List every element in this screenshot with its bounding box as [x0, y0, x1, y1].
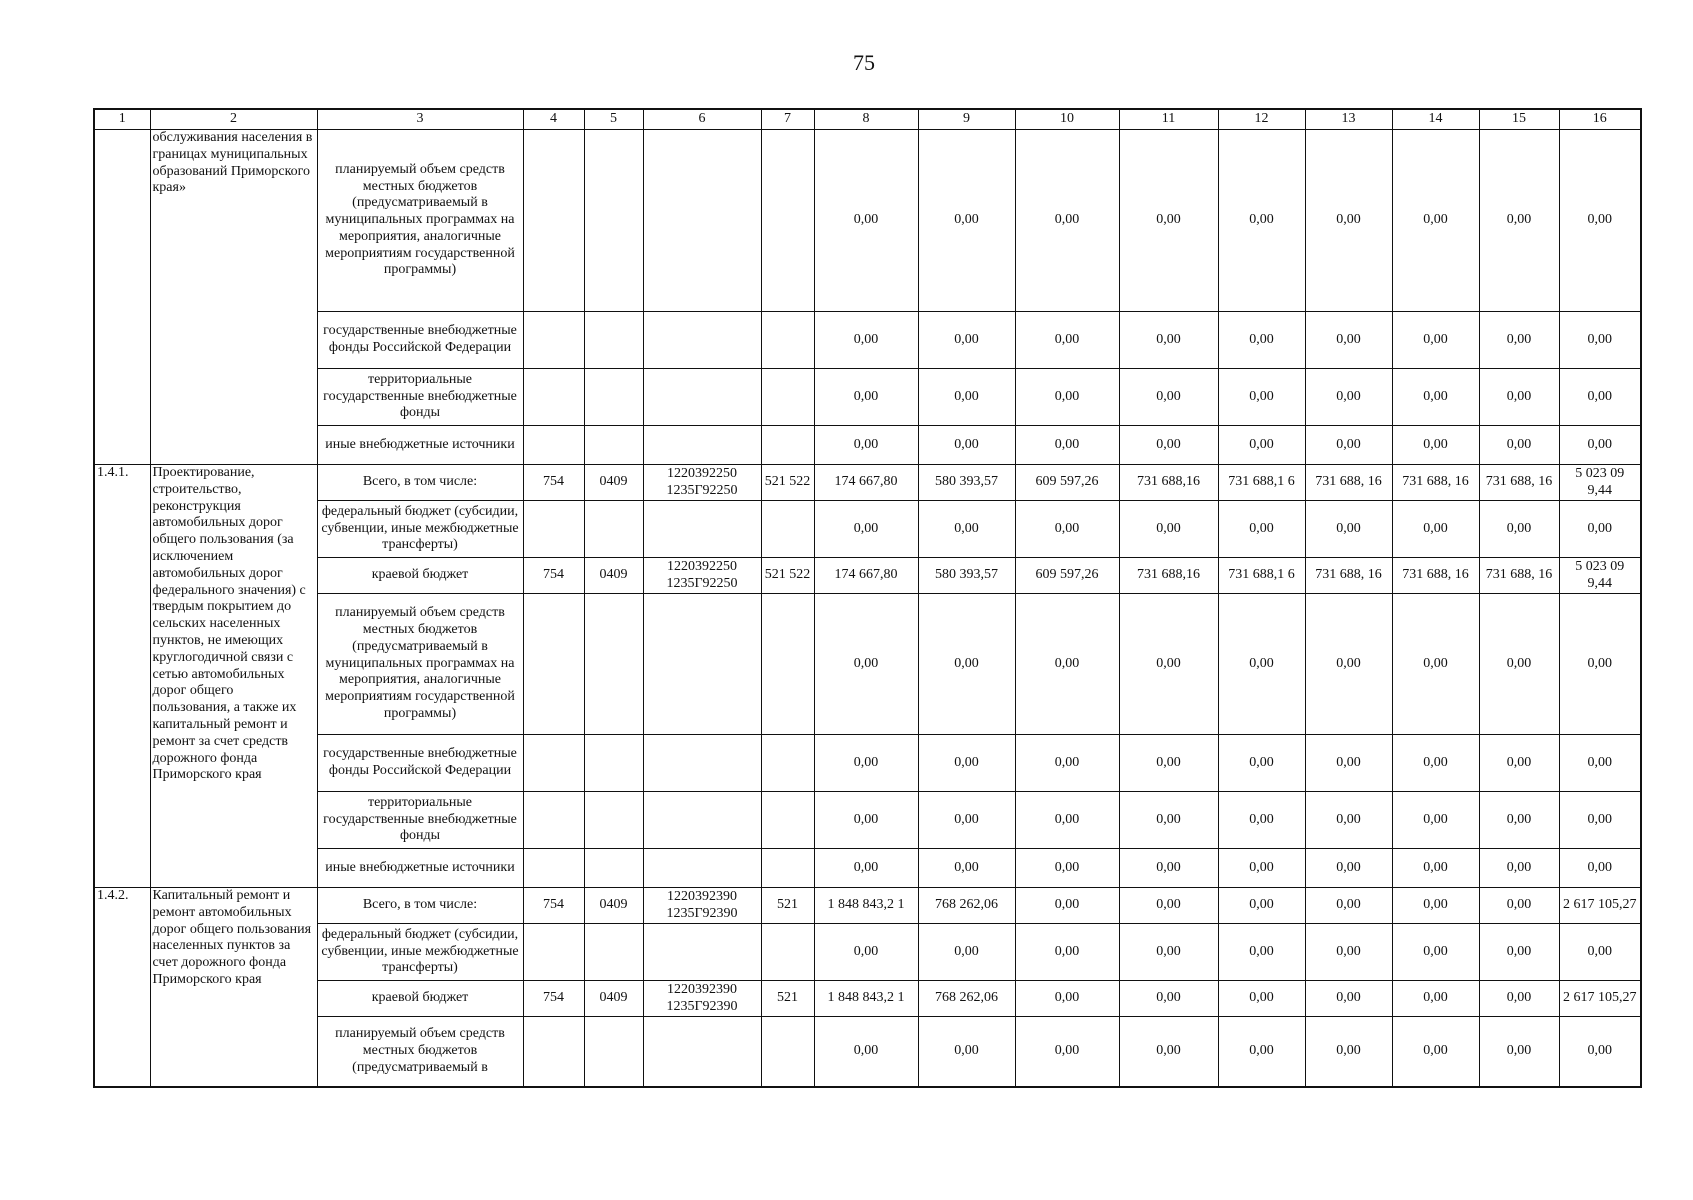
- value-cell-c10: 0,00: [1015, 924, 1119, 981]
- value-cell-c10: 0,00: [1015, 981, 1119, 1017]
- value-cell-c6: [643, 735, 761, 792]
- header-cell: 14: [1392, 109, 1479, 130]
- value-cell-c7: 521 522: [761, 465, 814, 501]
- value-cell-c6: [643, 1017, 761, 1087]
- value-cell-c9: 0,00: [918, 130, 1015, 312]
- value-cell-c16: 2 617 105,27: [1559, 888, 1641, 924]
- value-cell-c16: 0,00: [1559, 594, 1641, 735]
- value-cell-c14: 0,00: [1392, 369, 1479, 426]
- value-cell-c7: [761, 849, 814, 888]
- value-cell-c7: [761, 369, 814, 426]
- table-row: [94, 1017, 1641, 1087]
- value-cell-c12: 0,00: [1218, 594, 1305, 735]
- table-row: [94, 981, 1641, 1017]
- value-cell-c9: 0,00: [918, 369, 1015, 426]
- value-cell-c12: 0,00: [1218, 981, 1305, 1017]
- value-cell-c6: [643, 924, 761, 981]
- value-cell-c12: 0,00: [1218, 369, 1305, 426]
- funding-source-cell: планируемый объем средств местных бюджетов (предусматриваемый в: [317, 1017, 523, 1087]
- header-cell: 15: [1479, 109, 1559, 130]
- header-cell: 10: [1015, 109, 1119, 130]
- item-name: Капитальный ремонт и ремонт автомобильных дорог общего пользования населенных пунктов за счет дорожного фонда Приморского края: [150, 888, 317, 1087]
- value-cell-c11: 0,00: [1119, 792, 1218, 849]
- value-cell-c5: 0409: [584, 888, 643, 924]
- value-cell-c10: 609 597,26: [1015, 558, 1119, 594]
- value-cell-c14: 0,00: [1392, 735, 1479, 792]
- value-cell-c15: 0,00: [1479, 501, 1559, 558]
- header-cell: 1: [94, 109, 150, 130]
- value-cell-c5: [584, 130, 643, 312]
- value-cell-c11: 0,00: [1119, 130, 1218, 312]
- header-cell: 13: [1305, 109, 1392, 130]
- value-cell-c8: 0,00: [814, 735, 918, 792]
- value-cell-c13: 0,00: [1305, 1017, 1392, 1087]
- value-cell-c16: 5 023 09 9,44: [1559, 558, 1641, 594]
- value-cell-c13: 0,00: [1305, 312, 1392, 369]
- value-cell-c16: 0,00: [1559, 130, 1641, 312]
- value-cell-c14: 0,00: [1392, 981, 1479, 1017]
- value-cell-c4: 754: [523, 888, 584, 924]
- value-cell-c12: 0,00: [1218, 735, 1305, 792]
- value-cell-c10: 0,00: [1015, 888, 1119, 924]
- value-cell-c15: 731 688, 16: [1479, 465, 1559, 501]
- funding-source-cell: иные внебюджетные источники: [317, 849, 523, 888]
- value-cell-c14: 0,00: [1392, 594, 1479, 735]
- value-cell-c15: 0,00: [1479, 426, 1559, 465]
- value-cell-c14: 0,00: [1392, 312, 1479, 369]
- funding-source-cell: федеральный бюджет (субсидии, субвенции, иные межбюджетные трансферты): [317, 924, 523, 981]
- value-cell-c5: [584, 792, 643, 849]
- value-cell-c11: 0,00: [1119, 849, 1218, 888]
- value-cell-c13: 0,00: [1305, 888, 1392, 924]
- value-cell-c15: 0,00: [1479, 888, 1559, 924]
- value-cell-c16: 0,00: [1559, 735, 1641, 792]
- value-cell-c8: 174 667,80: [814, 465, 918, 501]
- value-cell-c4: [523, 735, 584, 792]
- value-cell-c10: 0,00: [1015, 312, 1119, 369]
- value-cell-c10: 0,00: [1015, 849, 1119, 888]
- value-cell-c14: 0,00: [1392, 1017, 1479, 1087]
- value-cell-c7: [761, 924, 814, 981]
- value-cell-c13: 731 688, 16: [1305, 465, 1392, 501]
- item-name: обслуживания населения в границах муниципальных образований Приморского края»: [150, 130, 317, 465]
- value-cell-c15: 0,00: [1479, 130, 1559, 312]
- value-cell-c5: [584, 924, 643, 981]
- value-cell-c12: 0,00: [1218, 501, 1305, 558]
- table-row: [94, 369, 1641, 426]
- funding-source-cell: планируемый объем средств местных бюджетов (предусматриваемый в муниципальных программах на мероприятия, аналогичные мероприятиям государственной программы): [317, 130, 523, 312]
- item-name: Проектирование, строительство, реконструкция автомобильных дорог общего пользования (за исключением автомобильных дорог федерального значения) с твердым покрытием до сельских населенных пунктов, не имеющих круглогодичной связи с сетью автомобильных дорог общего пользования, а также их капитальный ремонт и ремонт за счет средств дорожного фонда Приморского края: [150, 465, 317, 888]
- value-cell-c15: 0,00: [1479, 792, 1559, 849]
- value-cell-c7: [761, 594, 814, 735]
- header-cell: 6: [643, 109, 761, 130]
- value-cell-c11: 0,00: [1119, 369, 1218, 426]
- value-cell-c4: [523, 130, 584, 312]
- value-cell-c7: 521 522: [761, 558, 814, 594]
- value-cell-c12: 0,00: [1218, 312, 1305, 369]
- value-cell-c7: [761, 735, 814, 792]
- value-cell-c16: 0,00: [1559, 501, 1641, 558]
- value-cell-c10: 0,00: [1015, 426, 1119, 465]
- value-cell-c12: 0,00: [1218, 426, 1305, 465]
- value-cell-c7: [761, 426, 814, 465]
- value-cell-c5: [584, 735, 643, 792]
- value-cell-c13: 0,00: [1305, 501, 1392, 558]
- value-cell-c12: 0,00: [1218, 130, 1305, 312]
- value-cell-c10: 0,00: [1015, 369, 1119, 426]
- value-cell-c14: 731 688, 16: [1392, 558, 1479, 594]
- value-cell-c4: 754: [523, 465, 584, 501]
- header-cell: 7: [761, 109, 814, 130]
- value-cell-c9: 0,00: [918, 1017, 1015, 1087]
- value-cell-c8: 1 848 843,2 1: [814, 981, 918, 1017]
- table-row: [94, 501, 1641, 558]
- value-cell-c9: 0,00: [918, 849, 1015, 888]
- table-row: [94, 594, 1641, 735]
- value-cell-c9: 0,00: [918, 312, 1015, 369]
- funding-source-cell: иные внебюджетные источники: [317, 426, 523, 465]
- table-row: [94, 849, 1641, 888]
- value-cell-c13: 731 688, 16: [1305, 558, 1392, 594]
- value-cell-c8: 0,00: [814, 594, 918, 735]
- value-cell-c14: 0,00: [1392, 792, 1479, 849]
- value-cell-c8: 0,00: [814, 312, 918, 369]
- value-cell-c5: [584, 1017, 643, 1087]
- table-row: [94, 426, 1641, 465]
- value-cell-c15: 0,00: [1479, 312, 1559, 369]
- value-cell-c8: 1 848 843,2 1: [814, 888, 918, 924]
- value-cell-c4: 754: [523, 558, 584, 594]
- value-cell-c4: [523, 924, 584, 981]
- value-cell-c6: 1220392390 1235Г92390: [643, 981, 761, 1017]
- table-row: [94, 130, 1641, 312]
- value-cell-c6: [643, 130, 761, 312]
- funding-source-cell: государственные внебюджетные фонды Российской Федерации: [317, 312, 523, 369]
- value-cell-c4: [523, 1017, 584, 1087]
- table-row: [94, 792, 1641, 849]
- value-cell-c8: 0,00: [814, 924, 918, 981]
- value-cell-c11: 0,00: [1119, 312, 1218, 369]
- value-cell-c13: 0,00: [1305, 369, 1392, 426]
- value-cell-c11: 0,00: [1119, 924, 1218, 981]
- funding-source-cell: планируемый объем средств местных бюджетов (предусматриваемый в муниципальных программах на мероприятия, аналогичные мероприятиям государственной программы): [317, 594, 523, 735]
- value-cell-c8: 0,00: [814, 792, 918, 849]
- value-cell-c7: [761, 312, 814, 369]
- value-cell-c14: 0,00: [1392, 130, 1479, 312]
- table-row: [94, 558, 1641, 594]
- value-cell-c7: 521: [761, 888, 814, 924]
- value-cell-c15: 731 688, 16: [1479, 558, 1559, 594]
- value-cell-c15: 0,00: [1479, 594, 1559, 735]
- header-cell: 4: [523, 109, 584, 130]
- value-cell-c10: 0,00: [1015, 735, 1119, 792]
- value-cell-c14: 0,00: [1392, 501, 1479, 558]
- value-cell-c5: [584, 312, 643, 369]
- table-row: [94, 465, 1641, 501]
- value-cell-c5: [584, 369, 643, 426]
- value-cell-c11: 731 688,16: [1119, 558, 1218, 594]
- value-cell-c9: 0,00: [918, 792, 1015, 849]
- value-cell-c9: 580 393,57: [918, 558, 1015, 594]
- value-cell-c5: [584, 849, 643, 888]
- value-cell-c9: 0,00: [918, 924, 1015, 981]
- value-cell-c12: 0,00: [1218, 792, 1305, 849]
- funding-source-cell: краевой бюджет: [317, 981, 523, 1017]
- value-cell-c14: 0,00: [1392, 924, 1479, 981]
- value-cell-c16: 5 023 09 9,44: [1559, 465, 1641, 501]
- value-cell-c15: 0,00: [1479, 369, 1559, 426]
- value-cell-c14: 731 688, 16: [1392, 465, 1479, 501]
- value-cell-c6: [643, 426, 761, 465]
- value-cell-c11: 0,00: [1119, 426, 1218, 465]
- value-cell-c12: 731 688,1 6: [1218, 558, 1305, 594]
- value-cell-c12: 0,00: [1218, 849, 1305, 888]
- value-cell-c6: 1220392250 1235Г92250: [643, 558, 761, 594]
- value-cell-c8: 0,00: [814, 426, 918, 465]
- value-cell-c11: 0,00: [1119, 594, 1218, 735]
- item-number: 1.4.1.: [94, 465, 150, 888]
- table-row: [94, 312, 1641, 369]
- value-cell-c4: [523, 426, 584, 465]
- value-cell-c4: [523, 792, 584, 849]
- value-cell-c14: 0,00: [1392, 888, 1479, 924]
- value-cell-c13: 0,00: [1305, 735, 1392, 792]
- value-cell-c9: 768 262,06: [918, 888, 1015, 924]
- value-cell-c8: 0,00: [814, 130, 918, 312]
- value-cell-c11: 0,00: [1119, 501, 1218, 558]
- value-cell-c7: [761, 792, 814, 849]
- value-cell-c14: 0,00: [1392, 849, 1479, 888]
- header-row: [94, 109, 1641, 130]
- value-cell-c13: 0,00: [1305, 981, 1392, 1017]
- header-cell: 11: [1119, 109, 1218, 130]
- value-cell-c7: 521: [761, 981, 814, 1017]
- value-cell-c4: [523, 312, 584, 369]
- table-row: [94, 888, 1641, 924]
- value-cell-c11: 731 688,16: [1119, 465, 1218, 501]
- value-cell-c7: [761, 501, 814, 558]
- value-cell-c15: 0,00: [1479, 924, 1559, 981]
- funding-source-cell: Всего, в том числе:: [317, 465, 523, 501]
- header-cell: 3: [317, 109, 523, 130]
- value-cell-c11: 0,00: [1119, 1017, 1218, 1087]
- value-cell-c16: 2 617 105,27: [1559, 981, 1641, 1017]
- value-cell-c7: [761, 1017, 814, 1087]
- value-cell-c15: 0,00: [1479, 735, 1559, 792]
- table-row: [94, 924, 1641, 981]
- value-cell-c6: [643, 312, 761, 369]
- value-cell-c16: 0,00: [1559, 924, 1641, 981]
- value-cell-c4: 754: [523, 981, 584, 1017]
- funding-source-cell: краевой бюджет: [317, 558, 523, 594]
- header-cell: 9: [918, 109, 1015, 130]
- value-cell-c8: 0,00: [814, 501, 918, 558]
- table-row: [94, 735, 1641, 792]
- value-cell-c16: 0,00: [1559, 312, 1641, 369]
- value-cell-c4: [523, 594, 584, 735]
- value-cell-c10: 0,00: [1015, 1017, 1119, 1087]
- value-cell-c12: 0,00: [1218, 888, 1305, 924]
- value-cell-c6: [643, 792, 761, 849]
- value-cell-c7: [761, 130, 814, 312]
- value-cell-c11: 0,00: [1119, 981, 1218, 1017]
- item-number: 1.4.2.: [94, 888, 150, 1087]
- value-cell-c16: 0,00: [1559, 426, 1641, 465]
- value-cell-c13: 0,00: [1305, 849, 1392, 888]
- value-cell-c13: 0,00: [1305, 130, 1392, 312]
- value-cell-c10: 0,00: [1015, 594, 1119, 735]
- header-cell: 16: [1559, 109, 1641, 130]
- value-cell-c5: [584, 594, 643, 735]
- value-cell-c5: 0409: [584, 465, 643, 501]
- value-cell-c10: 0,00: [1015, 501, 1119, 558]
- header-cell: 5: [584, 109, 643, 130]
- value-cell-c8: 0,00: [814, 1017, 918, 1087]
- value-cell-c16: 0,00: [1559, 369, 1641, 426]
- value-cell-c10: 0,00: [1015, 792, 1119, 849]
- value-cell-c9: 0,00: [918, 594, 1015, 735]
- value-cell-c10: 0,00: [1015, 130, 1119, 312]
- value-cell-c13: 0,00: [1305, 924, 1392, 981]
- value-cell-c14: 0,00: [1392, 426, 1479, 465]
- funding-source-cell: федеральный бюджет (субсидии, субвенции, иные межбюджетные трансферты): [317, 501, 523, 558]
- funding-source-cell: территориальные государственные внебюджетные фонды: [317, 792, 523, 849]
- page-number: 75: [853, 50, 875, 75]
- funding-source-cell: государственные внебюджетные фонды Российской Федерации: [317, 735, 523, 792]
- value-cell-c6: [643, 594, 761, 735]
- value-cell-c4: [523, 369, 584, 426]
- value-cell-c6: 1220392250 1235Г92250: [643, 465, 761, 501]
- value-cell-c6: [643, 501, 761, 558]
- value-cell-c12: 731 688,1 6: [1218, 465, 1305, 501]
- value-cell-c16: 0,00: [1559, 849, 1641, 888]
- value-cell-c9: 768 262,06: [918, 981, 1015, 1017]
- value-cell-c4: [523, 849, 584, 888]
- budget-table: [93, 108, 1642, 1088]
- value-cell-c9: 0,00: [918, 735, 1015, 792]
- value-cell-c5: [584, 501, 643, 558]
- funding-source-cell: Всего, в том числе:: [317, 888, 523, 924]
- value-cell-c11: 0,00: [1119, 888, 1218, 924]
- value-cell-c8: 174 667,80: [814, 558, 918, 594]
- value-cell-c15: 0,00: [1479, 981, 1559, 1017]
- value-cell-c16: 0,00: [1559, 1017, 1641, 1087]
- funding-source-cell: территориальные государственные внебюджетные фонды: [317, 369, 523, 426]
- header-cell: 12: [1218, 109, 1305, 130]
- value-cell-c8: 0,00: [814, 849, 918, 888]
- value-cell-c5: 0409: [584, 558, 643, 594]
- header-cell: 8: [814, 109, 918, 130]
- value-cell-c9: 0,00: [918, 426, 1015, 465]
- item-number: [94, 130, 150, 465]
- value-cell-c5: [584, 426, 643, 465]
- value-cell-c15: 0,00: [1479, 1017, 1559, 1087]
- value-cell-c11: 0,00: [1119, 735, 1218, 792]
- value-cell-c12: 0,00: [1218, 924, 1305, 981]
- value-cell-c9: 580 393,57: [918, 465, 1015, 501]
- header-cell: 2: [150, 109, 317, 130]
- value-cell-c12: 0,00: [1218, 1017, 1305, 1087]
- value-cell-c5: 0409: [584, 981, 643, 1017]
- value-cell-c13: 0,00: [1305, 792, 1392, 849]
- value-cell-c13: 0,00: [1305, 594, 1392, 735]
- value-cell-c9: 0,00: [918, 501, 1015, 558]
- value-cell-c15: 0,00: [1479, 849, 1559, 888]
- value-cell-c13: 0,00: [1305, 426, 1392, 465]
- value-cell-c6: [643, 849, 761, 888]
- value-cell-c6: 1220392390 1235Г92390: [643, 888, 761, 924]
- value-cell-c16: 0,00: [1559, 792, 1641, 849]
- value-cell-c6: [643, 369, 761, 426]
- value-cell-c8: 0,00: [814, 369, 918, 426]
- value-cell-c4: [523, 501, 584, 558]
- value-cell-c10: 609 597,26: [1015, 465, 1119, 501]
